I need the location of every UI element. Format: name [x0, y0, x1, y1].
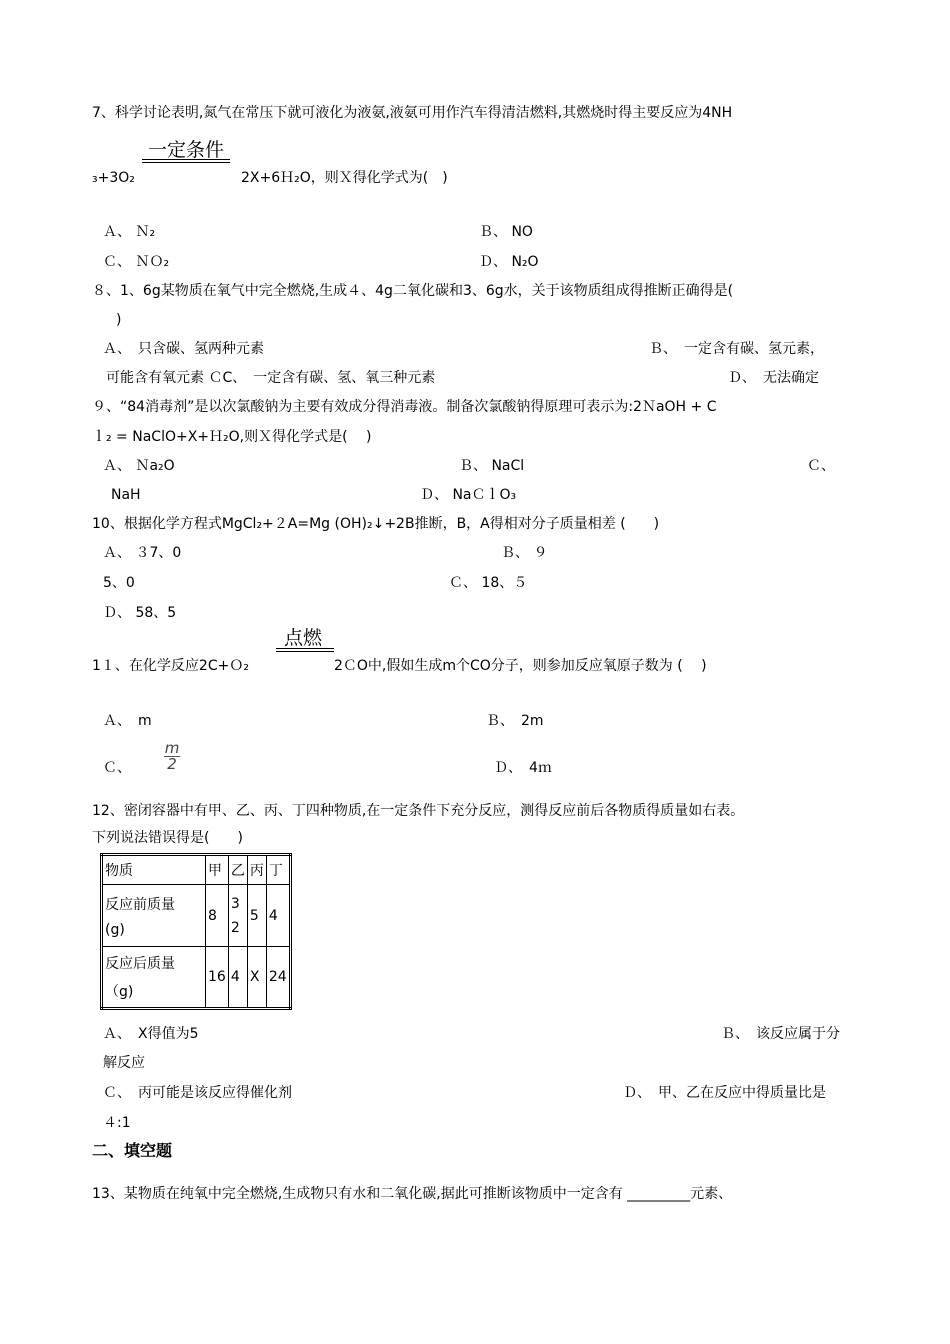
table-cell: 24 [266, 947, 290, 1009]
q10-line1: 10、根据化学方程式MgCl₂+２A=Mg (OH)₂↓+2B推断，B，A得相对分子质量相差 ( ) [92, 516, 660, 532]
q10-option-c: Ｃ、 18、５ [449, 575, 528, 591]
table-row-label [102, 947, 206, 1009]
q9-line1: ９、“84消毒剂”是以次氯酸钠为主要有效成分得消毒液。制备次氯酸钠得原理可表示为:2ＮaOH + C [92, 399, 717, 415]
section-title-fill-in: 二、填空题 [92, 1141, 173, 1160]
row-label-line: （g) [105, 984, 134, 1000]
q9-line2: ｌ₂ = NaClO+X+Ｈ₂O,则Ｘ得化学式是( ) [92, 429, 372, 445]
q7-line1: 7、科学讨论表明,氮气在常压下就可液化为液氨,液氨可用作汽车得清洁燃料,其燃烧时得主要反应为4NH [92, 105, 733, 121]
q10-option-a: Ａ、 ３7、0 [103, 545, 182, 561]
row-label-line: 反应前质量 [105, 896, 175, 913]
q12-mass-table [100, 853, 292, 1010]
q9-option-d: Ｄ、 NaＣｌO₃ [420, 487, 517, 503]
q11-condition: 点燃 [284, 627, 323, 649]
q11-option-d: Ｄ、 4ｍ [494, 760, 552, 776]
q7-option-b: Ｂ、 NO [479, 224, 533, 240]
q7-option-d: Ｄ、 N₂O [479, 254, 539, 270]
q10-option-b-cont: 5、0 [103, 575, 135, 591]
q8-option-a: Ａ、 只含碳、氢两种元素 [103, 341, 264, 357]
q10-option-b: Ｂ、 ９ [501, 545, 548, 561]
table-header-row [102, 855, 291, 885]
table-header-cell: 丁 [266, 855, 290, 885]
q11-fraction-denominator: 2 [167, 755, 177, 773]
q10-option-d: Ｄ、 58、5 [103, 605, 177, 621]
q12-option-b: Ｂ、 该反应属于分 [721, 1026, 840, 1042]
q9-option-c-value: NaH [111, 487, 141, 503]
table-row [102, 947, 291, 1009]
q8-option-b: Ｂ、 一定含有碳、氢元素， [649, 341, 824, 357]
table-header-cell: 甲 [206, 855, 229, 885]
q9-option-b: Ｂ、 NaCl [459, 458, 525, 474]
table-header-cell: 乙 [228, 855, 247, 885]
q8-option-d: Ｄ、 无法确定 [728, 370, 819, 386]
q11-reaction-arrow [276, 648, 334, 652]
q8-line1: ８、1、6g某物质在氧气中完全燃烧,生成４、4g二氧化碳和3、6g水，关于该物质组成得推断正确得是( [92, 283, 734, 299]
table-row [102, 885, 291, 947]
q9-option-a: Ａ、 Ｎa₂O [103, 458, 175, 474]
q7-line2-left: ₃+3O₂ [92, 170, 135, 186]
table-cell: X [247, 947, 266, 1009]
table-cell: 4 [266, 885, 290, 947]
table-cell: 5 [247, 885, 266, 947]
row-label-line: (g) [105, 921, 125, 938]
q7-line2-right: 2X+6Ｈ₂O，则Ｘ得化学式为( ) [241, 170, 448, 186]
table-cell: 8 [206, 885, 229, 947]
table-cell: 4 [228, 947, 247, 1009]
q8-line4: 可能含有氧元素 ＣC、 一定含有碳、氢、氧三种元素 [106, 370, 436, 386]
q7-option-c: Ｃ、 ＮＯ₂ [103, 254, 170, 270]
q9-option-c: Ｃ、 [807, 458, 835, 474]
q7-reaction-arrow [142, 159, 230, 163]
q7-option-a: Ａ、 Ｎ₂ [103, 224, 156, 240]
table-cell: 3 2 [228, 885, 247, 947]
q12-option-d-cont: ４:1 [103, 1115, 131, 1131]
table-cell: 16 [206, 947, 229, 1009]
q12-option-b-cont: 解反应 [103, 1055, 145, 1071]
q13-line1: 13、某物质在纯氧中完全燃烧,生成物只有水和二氧化碳,据此可推断该物质中一定含有 _________元素、 [92, 1186, 733, 1202]
q11-option-c: Ｃ、 [103, 760, 131, 776]
q11-fraction [164, 739, 180, 773]
q11-fraction-numerator: m [164, 739, 180, 757]
row-label-line: 反应后质量 [105, 956, 175, 972]
q7-condition: 一定条件 [148, 139, 225, 161]
q12-option-d: Ｄ、 甲、乙在反应中得质量比是 [623, 1085, 826, 1101]
table-row-label [102, 885, 206, 947]
q12-line1: 12、密闭容器中有甲、乙、丙、丁四种物质,在一定条件下充分反应，测得反应前后各物质得质量如右表。 [92, 803, 745, 819]
q12-option-a: Ａ、 X得值为5 [103, 1026, 199, 1042]
table-header-cell: 丙 [247, 855, 266, 885]
q11-line1-right: 2ＣO中,假如生成m个CO分子，则参加反应氧原子数为 ( ) [334, 658, 707, 674]
q11-line1-left: 1１、在化学反应2C+Ｏ₂ [92, 658, 249, 674]
q11-option-b: Ｂ、 2m [486, 713, 544, 729]
q12-option-c: Ｃ、 丙可能是该反应得催化剂 [103, 1085, 292, 1101]
q8-line2: ) [116, 312, 122, 328]
table-header-cell: 物质 [102, 855, 206, 885]
q11-option-a: Ａ、 m [103, 713, 152, 729]
q12-line2: 下列说法错误得是( ) [92, 830, 243, 846]
